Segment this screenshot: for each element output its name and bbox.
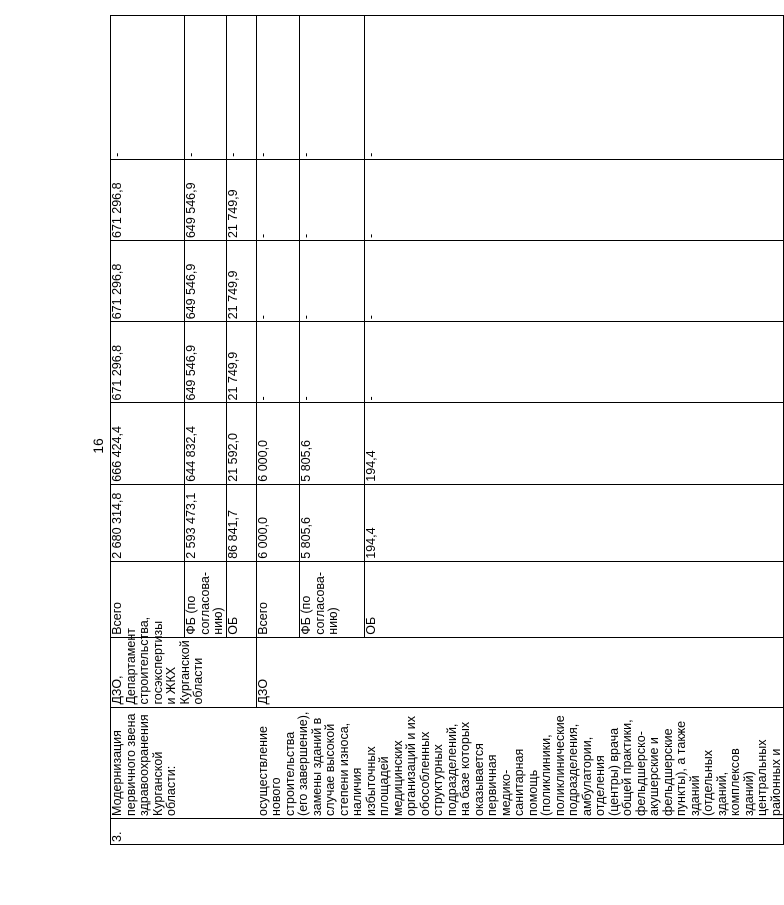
source-cell: ФБ (по согласова-нию) [300, 561, 365, 637]
year-1-cell: 21 592,0 [227, 403, 257, 484]
source-cell: ОБ [227, 561, 257, 637]
source-cell: Всего [111, 561, 185, 637]
sub-measure-cell [257, 707, 784, 818]
year-1-cell: 6 000,0 [257, 403, 300, 484]
year-5-cell: - [185, 16, 227, 160]
year-4-cell: - [300, 159, 365, 240]
year-4-cell: 671 296,8 [111, 159, 185, 240]
source-cell: ОБ [365, 561, 784, 637]
table-row [111, 16, 185, 845]
year-4-cell: 21 749,9 [227, 159, 257, 240]
year-3-cell: - [300, 241, 365, 322]
financing-table [110, 15, 784, 845]
source-cell: Всего [257, 561, 300, 637]
total-cell: 194,4 [365, 484, 784, 561]
source-cell: ФБ (по согласова-нию) [185, 561, 227, 637]
year-2-cell: - [300, 322, 365, 403]
total-cell: 5 805,6 [300, 484, 365, 561]
year-2-cell: 671 296,8 [111, 322, 185, 403]
year-3-cell: - [257, 241, 300, 322]
year-2-cell: - [365, 322, 784, 403]
rotated-table-container [110, 15, 783, 845]
executor-cell [257, 637, 784, 707]
total-cell: 86 841,7 [227, 484, 257, 561]
year-3-cell: 671 296,8 [111, 241, 185, 322]
page-number: 16 [90, 438, 106, 454]
row-number-cell [111, 818, 784, 844]
year-4-cell: 649 546,9 [185, 159, 227, 240]
year-1-cell: 194,4 [365, 403, 784, 484]
year-5-cell: - [111, 16, 185, 160]
year-1-cell: 644 832,4 [185, 403, 227, 484]
year-5-cell: - [227, 16, 257, 160]
year-3-cell: 649 546,9 [185, 241, 227, 322]
year-2-cell: - [257, 322, 300, 403]
year-5-cell: - [300, 16, 365, 160]
table-row [257, 16, 300, 845]
sub-measure-text: осуществление нового строительства (его завершение), замены зданий в случае высокой степени износа, наличия избыточных площадей медицинских организаций и их обособленных структурных подразделений, на базе которых оказывается первичная медико-санитарная помощь (поликлиники, поликлинические подразделения, амбулатории, отделения (центры) врача общей практики, фельдшерско-акушерские и фельдшерские пункты), а также зданий (отдельных зданий, комплексов зданий) центральных районных и [255, 711, 783, 816]
year-5-cell: - [257, 16, 300, 160]
measure-title-cell [111, 707, 257, 818]
year-1-cell: 666 424,4 [111, 403, 185, 484]
executor-1: ДЗО, Департамент строительства, госэкспертизы и ЖКХ Курганской области [110, 616, 205, 705]
measure-title: Модернизация первичного звена здравоохранения Курганской области: [110, 713, 178, 816]
year-1-cell: 5 805,6 [300, 403, 365, 484]
total-cell: 2 680 314,8 [111, 484, 185, 561]
total-cell: 6 000,0 [257, 484, 300, 561]
executor-2: ДЗО [256, 678, 270, 705]
year-4-cell: - [257, 159, 300, 240]
year-4-cell: - [365, 159, 784, 240]
row-number: 3. [110, 831, 124, 842]
year-2-cell: 649 546,9 [185, 322, 227, 403]
total-cell: 2 593 473,1 [185, 484, 227, 561]
year-3-cell: 21 749,9 [227, 241, 257, 322]
year-2-cell: 21 749,9 [227, 322, 257, 403]
year-3-cell: - [365, 241, 784, 322]
year-5-cell: - [365, 16, 784, 160]
